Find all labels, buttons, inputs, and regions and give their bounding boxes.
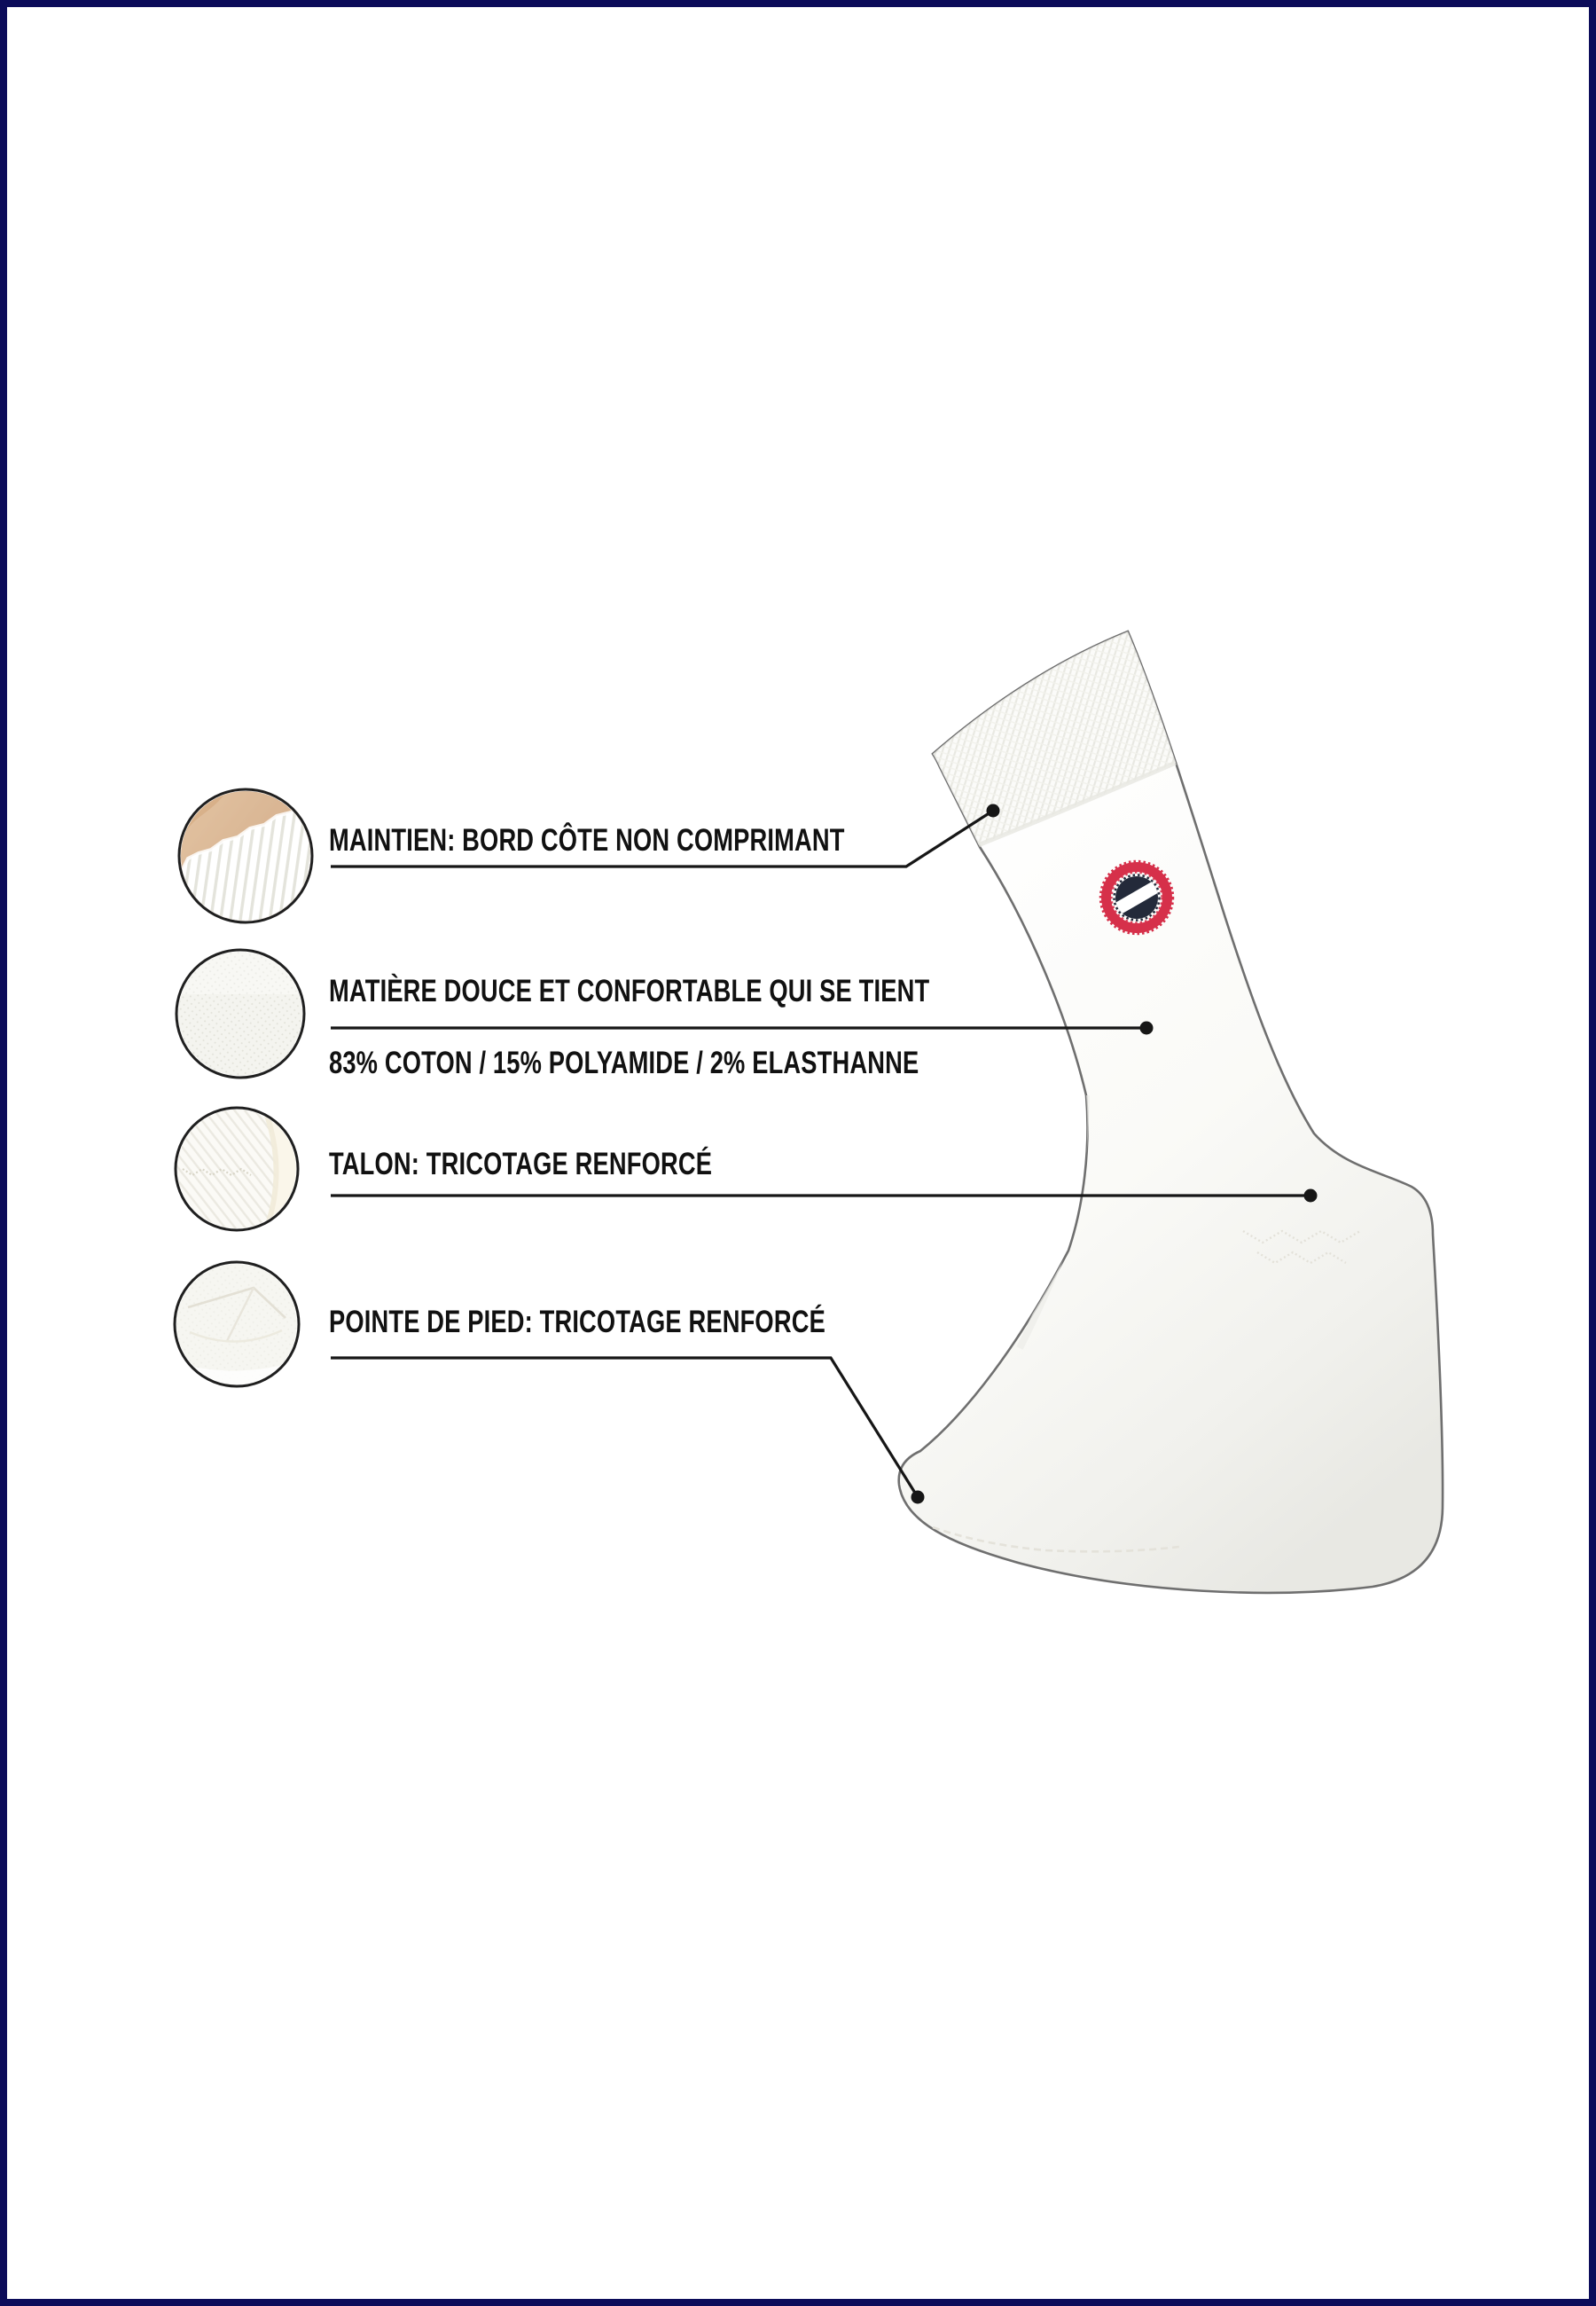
callout-dot-talon: [1304, 1189, 1318, 1203]
callout-dot-maintien: [987, 804, 1000, 818]
callout-line-pointe: [331, 1358, 918, 1497]
callout-label-maintien: MAINTIEN: BORD CÔTE NON COMPRIMANT: [329, 823, 845, 858]
callout-label-pointe: POINTE DE PIED: TRICOTAGE RENFORCÉ: [329, 1305, 825, 1339]
detail-photo-toe: [175, 1262, 299, 1386]
callout-dot-matiere: [1140, 1022, 1154, 1035]
callout-label-matiere: MATIÈRE DOUCE ET CONFORTABLE QUI SE TIENT: [329, 974, 930, 1008]
detail-photo-cuff: [176, 788, 317, 926]
detail-photo-fabric: [176, 950, 304, 1078]
sock-photo: [899, 631, 1443, 1593]
callout-dot-pointe: [911, 1491, 925, 1504]
callout-label-talon: TALON: TRICOTAGE RENFORCÉ: [329, 1147, 713, 1181]
callout-sublabel-composition: 83% COTON / 15% POLYAMIDE / 2% ELASTHANNE: [329, 1046, 919, 1080]
detail-photo-heel: [176, 1108, 298, 1230]
